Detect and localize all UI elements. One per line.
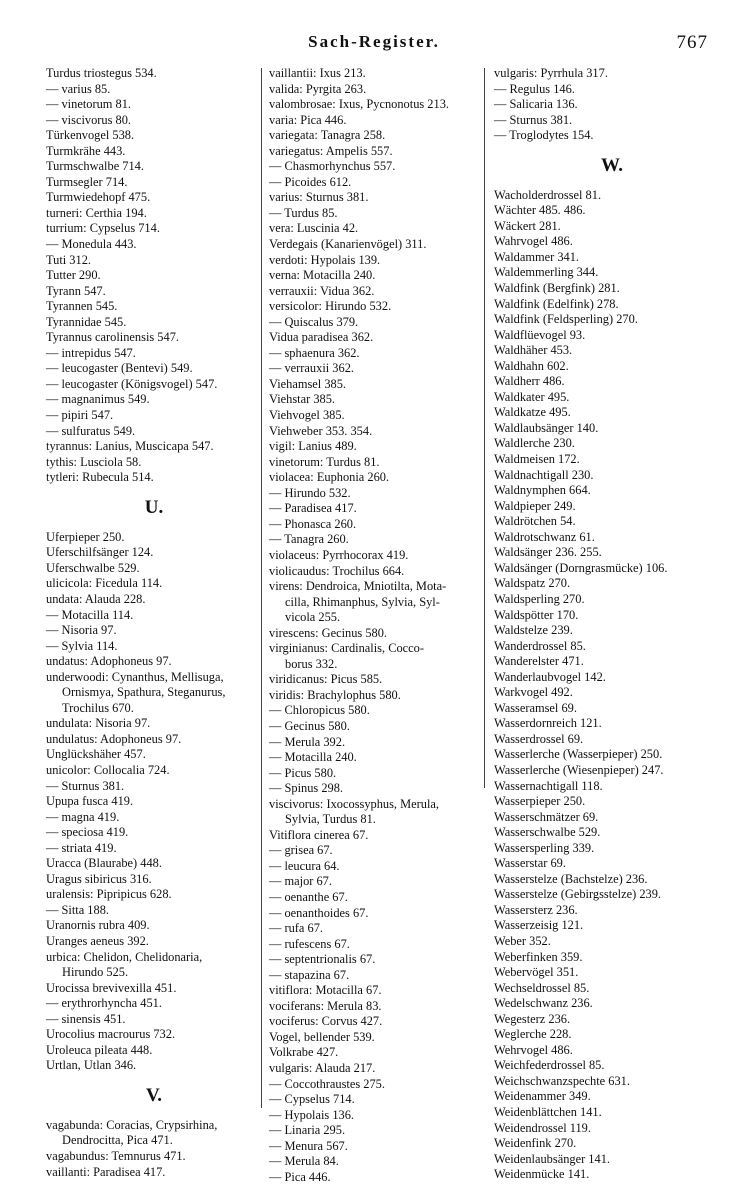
index-entry: violacea: Euphonia 260. — [269, 470, 390, 485]
index-entry: Wassersperling 339. — [494, 840, 595, 855]
index-entry: Unglückshäher 457. — [46, 747, 146, 762]
index-entry: — Sitta 188. — [46, 902, 109, 917]
index-entry: Wächter 485. 486. — [494, 203, 586, 218]
index-entry: viridis: Brachylophus 580. — [269, 687, 401, 702]
index-entry: Turdus triostegus 534. — [46, 66, 157, 80]
index-entry: — rufa 67. — [269, 921, 324, 936]
index-entry: Wasserlerche (Wiesenpieper) 247. — [494, 762, 664, 777]
index-entry: ulicicola: Ficedula 114. — [46, 576, 163, 591]
index-entry: — Sylvia 114. — [46, 638, 118, 653]
index-entry: Waldfink (Bergfink) 281. — [494, 281, 620, 296]
index-entry: vagabundus: Temnurus 471. — [46, 1149, 186, 1163]
index-entry: Urtlan, Utlan 346. — [46, 1058, 137, 1073]
index-entry: Weidenfink 270. — [494, 1136, 577, 1151]
index-entry: — Hypolais 136. — [269, 1107, 355, 1122]
index-entry: vigil: Lanius 489. — [269, 439, 357, 454]
index-entry: Wäckert 281. — [494, 218, 561, 233]
index-entry: Wanderlaubvogel 142. — [494, 669, 606, 684]
index-entry: Wasserpieper 250. — [494, 794, 586, 809]
index-entry: — Coccothraustes 275. — [269, 1076, 385, 1091]
index-entry: Waldemmerling 344. — [494, 265, 599, 280]
index-entry: Wasserstelze (Bachstelze) 236. — [494, 871, 648, 886]
index-entry: Waldlaubsänger 140. — [494, 420, 599, 435]
index-entry: Tuti 312. — [46, 252, 91, 267]
index-entry: turrium: Cypselus 714. — [46, 221, 160, 236]
index-entry: Wacholderdrossel 81. — [494, 187, 602, 202]
index-entry: Wechseldrossel 85. — [494, 980, 590, 995]
index-entry: Wasserstar 69. — [494, 856, 566, 871]
section-letter-heading: W. — [600, 154, 623, 176]
index-entry: Waldnymphen 664. — [494, 483, 591, 498]
index-entry: — Picus 580. — [269, 765, 337, 780]
index-entry: Wasserschmätzer 69. — [494, 809, 599, 824]
index-entry: — Merula 84. — [269, 1154, 339, 1169]
index-entry: vociferans: Merula 83. — [269, 998, 382, 1013]
index-entry: — major 67. — [269, 874, 332, 889]
index-entry: — Menura 567. — [269, 1138, 348, 1153]
index-entry: vociferus: Corvus 427. — [269, 1014, 383, 1029]
index-entry: Wassersterz 236. — [494, 902, 578, 917]
index-entry: — Monedula 443. — [46, 237, 137, 252]
index-entry: Wanderelster 471. — [494, 654, 584, 669]
index-entry: Wahrvogel 486. — [494, 234, 573, 249]
index-entry: — sulfuratus 549. — [46, 423, 136, 438]
index-entry: virginianus: Cardinalis, Cocco- — [269, 641, 424, 656]
index-entry: vaillanti: Paradisea 417. — [46, 1164, 166, 1179]
index-entry: variegatus: Ampelis 557. — [269, 143, 393, 158]
index-entry: verna: Motacilla 240. — [269, 268, 376, 283]
index-entry: — leucogaster (Bentevi) 549. — [46, 361, 193, 376]
index-entry: Waldsperling 270. — [494, 591, 585, 606]
index-entry: Urocissa brevivexilla 451. — [46, 980, 177, 995]
index-entry: Vogel, bellender 539. — [269, 1029, 375, 1044]
index-entry: — Gecinus 580. — [269, 718, 350, 733]
index-entry-continuation: Ornismya, Spathura, Steganurus, — [62, 685, 226, 700]
index-entry: undulata: Nisoria 97. — [46, 716, 151, 731]
index-entry: virescens: Gecinus 580. — [269, 625, 388, 640]
index-entry: — Pica 446. — [269, 1169, 331, 1184]
index-entry: Uranges aeneus 392. — [46, 933, 149, 948]
index-entry: vagabunda: Coracias, Crypsirhina, — [46, 1117, 218, 1132]
index-entry: violaceus: Pyrrhocorax 419. — [269, 547, 409, 562]
index-entry: Waldlerche 230. — [494, 436, 575, 451]
index-entry: violicaudus: Trochilus 664. — [269, 563, 405, 578]
index-entry: — varius 85. — [46, 81, 111, 96]
index-entry: Volkrabe 427. — [269, 1045, 339, 1060]
index-entry: Turmschwalbe 714. — [46, 159, 144, 174]
index-entry: Waldspötter 170. — [494, 607, 579, 622]
index-entry: — magnanimus 549. — [46, 392, 150, 407]
index-entry-continuation: Sylvia, Turdus 81. — [285, 812, 376, 827]
page-header — [0, 32, 748, 58]
index-entry: Tyrannus carolinensis 547. — [46, 330, 179, 345]
index-entry: Wasserzeisig 121. — [494, 918, 584, 933]
index-entry: Urocolius macrourus 732. — [46, 1027, 176, 1042]
index-entry: Weidenblättchen 141. — [494, 1105, 602, 1119]
index-entry: — Merula 392. — [269, 734, 346, 749]
index-entry: Verdegais (Kanarienvögel) 311. — [269, 237, 427, 252]
index-entry: — viscivorus 80. — [46, 112, 132, 127]
index-entry: Waldkater 495. — [494, 389, 570, 404]
index-entry-continuation: Trochilus 670. — [62, 700, 134, 715]
index-entry: — speciosa 419. — [46, 825, 129, 840]
index-entry: Weidendrossel 119. — [494, 1120, 591, 1135]
index-entry: vaillantii: Ixus 213. — [269, 66, 366, 80]
index-column-2 — [269, 66, 481, 1185]
index-column-3 — [494, 66, 730, 1183]
index-entry: — oenanthoides 67. — [269, 905, 369, 920]
index-entry: tythis: Lusciola 58. — [46, 454, 142, 469]
index-entry: Wegesterz 236. — [494, 1011, 571, 1026]
index-entry: Waldrotschwanz 61. — [494, 529, 595, 544]
index-entry: — Spinus 298. — [269, 781, 344, 796]
running-title: Sach-Register. — [308, 32, 440, 51]
index-entry: undatus: Adophoneus 97. — [46, 654, 172, 669]
index-entry: verdoti: Hypolais 139. — [269, 252, 381, 267]
index-entry: — Chasmorhynchus 557. — [269, 159, 396, 174]
index-entry: Tutter 290. — [46, 268, 101, 283]
index-entry: — verrauxii 362. — [269, 361, 354, 376]
index-entry: Turmsegler 714. — [46, 174, 128, 189]
index-entry: Waldstelze 239. — [494, 623, 573, 638]
index-entry: — leucogaster (Königsvogel) 547. — [46, 376, 218, 391]
index-entry: — Turdus 85. — [269, 205, 338, 220]
index-entry: Weber 352. — [494, 933, 551, 948]
index-entry: — Tanagra 260. — [269, 532, 349, 547]
index-entry-continuation: Dendrocitta, Pica 471. — [62, 1133, 173, 1148]
index-entry: Waldflüevogel 93. — [494, 327, 586, 342]
index-entry: Viehweber 353. 354. — [269, 423, 373, 438]
index-entry: Waldhäher 453. — [494, 343, 573, 358]
index-entry: — Cypselus 714. — [269, 1092, 355, 1107]
index-entry: — striata 419. — [46, 840, 117, 855]
index-entry: Warkvogel 492. — [494, 685, 573, 700]
index-entry: Uragus sibiricus 316. — [46, 871, 152, 886]
index-column-1 — [46, 66, 262, 1180]
index-entry: Uferschilfsänger 124. — [46, 545, 154, 560]
index-entry: Wasserstelze (Gebirgsstelze) 239. — [494, 887, 662, 902]
index-entry: — erythrorhyncha 451. — [46, 996, 162, 1011]
index-entry: — Troglodytes 154. — [494, 128, 594, 143]
index-entry-continuation: Hirundo 525. — [62, 965, 129, 980]
index-entry: versicolor: Hirundo 532. — [269, 299, 392, 314]
index-entry: — intrepidus 547. — [46, 345, 136, 360]
index-entry: Turmwiedehopf 475. — [46, 190, 151, 205]
index-entry: Tyrann 547. — [46, 283, 106, 298]
index-entry: valombrosae: Ixus, Pycnonotus 213. — [269, 97, 449, 112]
index-entry: valida: Pyrgita 263. — [269, 81, 367, 96]
index-entry: — Phonasca 260. — [269, 516, 357, 531]
index-entry: variegata: Tanagra 258. — [269, 128, 386, 143]
index-entry: Waldnachtigall 230. — [494, 467, 594, 482]
index-entry: — Sturnus 381. — [494, 112, 573, 127]
index-entry: Wasserlerche (Wasserpieper) 250. — [494, 747, 663, 762]
index-entry-continuation: vicola 255. — [285, 610, 341, 625]
index-entry: — Picoides 612. — [269, 174, 352, 189]
index-entry: vulgaris: Alauda 217. — [269, 1061, 376, 1075]
index-entry: — stapazina 67. — [269, 967, 350, 982]
index-entry: Waldfink (Edelfink) 278. — [494, 296, 619, 311]
index-entry: Weidenammer 349. — [494, 1089, 591, 1104]
index-entry: Waldfink (Feldsperling) 270. — [494, 312, 638, 327]
index-entry: Waldsänger (Dorngrasmücke) 106. — [494, 560, 668, 575]
index-entry: vitiflora: Motacilla 67. — [269, 983, 382, 998]
index-entry: — Linaria 295. — [269, 1123, 346, 1138]
index-entry: — septentrionalis 67. — [269, 952, 376, 967]
index-entry: urbica: Chelidon, Chelidonaria, — [46, 949, 203, 964]
index-entry: Uracca (Blaurabe) 448. — [46, 856, 162, 871]
index-entry: Weichschwanzspechte 631. — [494, 1073, 630, 1088]
index-entry: Uferpieper 250. — [46, 529, 125, 544]
index-entry: undata: Alauda 228. — [46, 591, 146, 606]
index-entry: — grisea 67. — [269, 843, 333, 858]
index-entry: Wedelschwanz 236. — [494, 996, 593, 1011]
index-entry: Waldrötchen 54. — [494, 514, 576, 529]
index-entry: Tyrannidae 545. — [46, 314, 127, 329]
index-entry: Vidua paradisea 362. — [269, 330, 374, 345]
index-entry: turneri: Certhia 194. — [46, 205, 147, 220]
index-entry: Wasserdrossel 69. — [494, 731, 584, 746]
index-entry: Waldammer 341. — [494, 249, 580, 264]
index-entry: — Sturnus 381. — [46, 778, 125, 793]
index-entry: Waldherr 486. — [494, 374, 565, 389]
column-divider — [484, 68, 485, 788]
index-entry: Upupa fusca 419. — [46, 794, 134, 809]
index-entry: Webervögel 351. — [494, 965, 579, 980]
index-entry: — sinensis 451. — [46, 1011, 126, 1026]
index-entry: Waldspatz 270. — [494, 576, 571, 591]
index-entry: Waldkatze 495. — [494, 405, 571, 420]
index-entry: varius: Sturnus 381. — [269, 190, 369, 205]
index-entry: — Motacilla 240. — [269, 750, 357, 765]
index-entry: vulgaris: Pyrrhula 317. — [494, 66, 608, 80]
index-entry: — Chloropicus 580. — [269, 703, 370, 718]
index-entry: Viehstar 385. — [269, 392, 336, 407]
index-entry-continuation: borus 332. — [285, 656, 338, 671]
index-entry: Wasseramsel 69. — [494, 700, 577, 715]
index-entry: vera: Luscinia 42. — [269, 221, 359, 236]
index-entry: — pipiri 547. — [46, 408, 114, 423]
index-entry: — Regulus 146. — [494, 81, 575, 96]
index-entry: unicolor: Collocalia 724. — [46, 762, 170, 777]
section-letter-heading: V. — [145, 1084, 163, 1106]
index-entry: — Hirundo 532. — [269, 485, 351, 500]
index-entry: — Nisoria 97. — [46, 623, 117, 638]
index-entry: Türkenvogel 538. — [46, 128, 135, 143]
index-entry: Weberfinken 359. — [494, 949, 583, 964]
section-letter-heading: U. — [144, 496, 164, 518]
index-entry: Viehvogel 385. — [269, 408, 345, 423]
index-entry: virens: Dendroica, Mniotilta, Mota- — [269, 579, 447, 594]
index-entry: Weidenmücke 141. — [494, 1167, 590, 1182]
index-entry: — rufescens 67. — [269, 936, 350, 951]
index-entry: — Salicaria 136. — [494, 97, 578, 112]
index-entry: Uroleuca pileata 448. — [46, 1042, 153, 1057]
index-entry: viridicanus: Picus 585. — [269, 672, 383, 687]
index-entry: Weichfederdrossel 85. — [494, 1058, 605, 1073]
index-entry: Waldmeisen 172. — [494, 452, 580, 467]
index-entry: uralensis: Pipripicus 628. — [46, 887, 172, 902]
index-entry: — vinetorum 81. — [46, 97, 132, 112]
index-entry: — magna 419. — [46, 809, 120, 824]
index-entry: viscivorus: Ixocossyphus, Merula, — [269, 796, 440, 811]
index-entry: — Paradisea 417. — [269, 501, 357, 516]
index-entry: Uranornis rubra 409. — [46, 918, 150, 933]
index-entry: Uferschwalbe 529. — [46, 560, 140, 575]
index-entry: tyrannus: Lanius, Muscicapa 547. — [46, 439, 214, 454]
index-entry: Waldhahn 602. — [494, 358, 569, 373]
index-entry: — sphaenura 362. — [269, 345, 360, 360]
index-entry: Wasserschwalbe 529. — [494, 825, 601, 840]
index-entry: undulatus: Adophoneus 97. — [46, 731, 182, 746]
index-entry: verrauxii: Vidua 362. — [269, 283, 375, 298]
index-entry: tytleri: Rubecula 514. — [46, 470, 154, 485]
index-entry: Wasserdornreich 121. — [494, 716, 602, 731]
index-entry: Waldpieper 249. — [494, 498, 576, 513]
index-entry: — Quiscalus 379. — [269, 314, 359, 329]
index-entry: Viehamsel 385. — [269, 376, 347, 391]
index-entry: Turmkrähe 443. — [46, 143, 126, 158]
index-entry: Waldsänger 236. 255. — [494, 545, 602, 560]
index-entry: Vitiflora cinerea 67. — [269, 827, 369, 842]
index-entry: underwoodi: Cynanthus, Mellisuga, — [46, 669, 224, 684]
index-entry: Weglerche 228. — [494, 1027, 572, 1042]
index-entry: Wanderdrossel 85. — [494, 638, 586, 653]
index-entry: varia: Pica 446. — [269, 112, 347, 127]
index-entry: vinetorum: Turdus 81. — [269, 454, 380, 469]
page-number: 767 — [676, 32, 708, 53]
index-entry: — Motacilla 114. — [46, 607, 134, 622]
index-entry-continuation: cilla, Rhimanphus, Sylvia, Syl- — [285, 594, 440, 609]
index-entry: Weidenlaubsänger 141. — [494, 1151, 610, 1166]
index-entry: Wehrvogel 486. — [494, 1042, 573, 1057]
index-entry: — leucura 64. — [269, 858, 340, 873]
index-entry: Wassernachtigall 118. — [494, 778, 603, 793]
index-entry: Tyrannen 545. — [46, 299, 118, 314]
index-entry: — oenanthe 67. — [269, 889, 348, 904]
